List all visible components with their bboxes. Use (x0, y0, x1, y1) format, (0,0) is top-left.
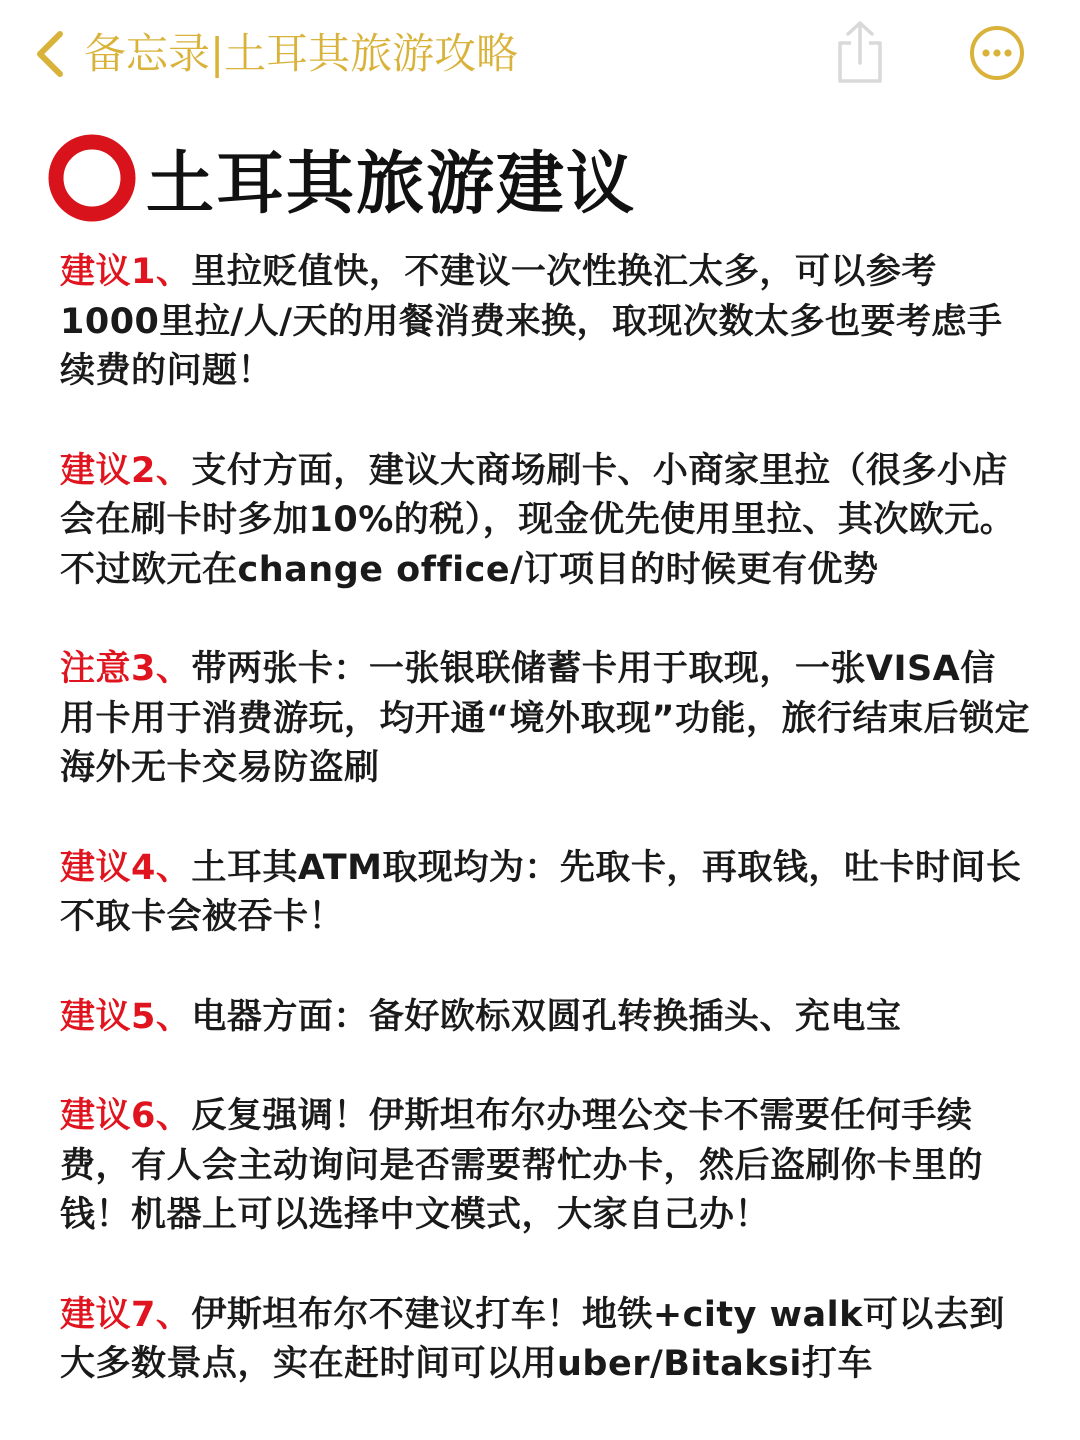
chevron-left-icon (32, 28, 68, 80)
tip-text: 带两张卡：一张银联储蓄卡用于取现，一张VISA信用卡用于消费游玩，均开通“境外取现”功能，旅行结束后锁定海外无卡交易防盗刷 (60, 649, 1031, 788)
more-icon (968, 24, 1026, 82)
navigation-bar (0, 0, 1080, 110)
tip-paragraph (60, 1291, 1030, 1390)
back-button[interactable] (28, 22, 72, 86)
tip-label: 建议4、 (60, 847, 192, 888)
tip-text: 反复强调！伊斯坦布尔办理公交卡不需要任何手续费，有人会主动询问是否需要帮忙办卡，然后盗刷你卡里的钱！机器上可以选择中文模式，大家自己办！ (60, 1096, 984, 1235)
tip-paragraph (60, 248, 1030, 397)
tip-paragraph (60, 1092, 1030, 1241)
share-button[interactable] (830, 16, 890, 88)
note-heading (46, 130, 636, 226)
heading-text: 土耳其旅游建议 (146, 144, 637, 224)
red-circle-icon (46, 132, 138, 224)
tip-paragraph (60, 993, 1030, 1043)
tip-label: 建议1、 (60, 252, 192, 292)
tip-label: 建议6、 (60, 1096, 192, 1136)
note-title: 备忘录|土耳其旅游攻略 (84, 29, 519, 78)
note-body[interactable] (60, 248, 1030, 1440)
tip-paragraph (60, 844, 1030, 943)
tip-label: 注意3、 (60, 649, 192, 689)
tip-paragraph (60, 447, 1030, 596)
tip-label: 建议2、 (60, 450, 192, 491)
share-icon (834, 19, 886, 85)
tip-text: 里拉贬值快，不建议一次性换汇太多，可以参考1000里拉/人/天的用餐消费来换，取现次数太多也要考虑手续费的问题！ (60, 252, 1003, 391)
tip-text: 支付方面，建议大商场刷卡、小商家里拉（很多小店会在刷卡时多加10%的税），现金优先使用里拉、其次欧元。不过欧元在change office/订项目的时候更有优势 (60, 450, 1016, 590)
tip-label: 建议5、 (60, 996, 192, 1037)
tip-text: 伊斯坦布尔不建议打车！地铁+city walk可以去到大多数景点，实在赶时间可以用uber/Bitaksi打车 (60, 1294, 1005, 1384)
tip-label: 建议7、 (60, 1294, 192, 1335)
tip-paragraph (60, 645, 1030, 794)
tip-text: 土耳其ATM取现均为：先取卡，再取钱，吐卡时间长不取卡会被吞卡！ (60, 847, 1022, 937)
more-options-button[interactable] (966, 22, 1028, 84)
tip-text: 电器方面：备好欧标双圆孔转换插头、充电宝 (191, 996, 902, 1037)
